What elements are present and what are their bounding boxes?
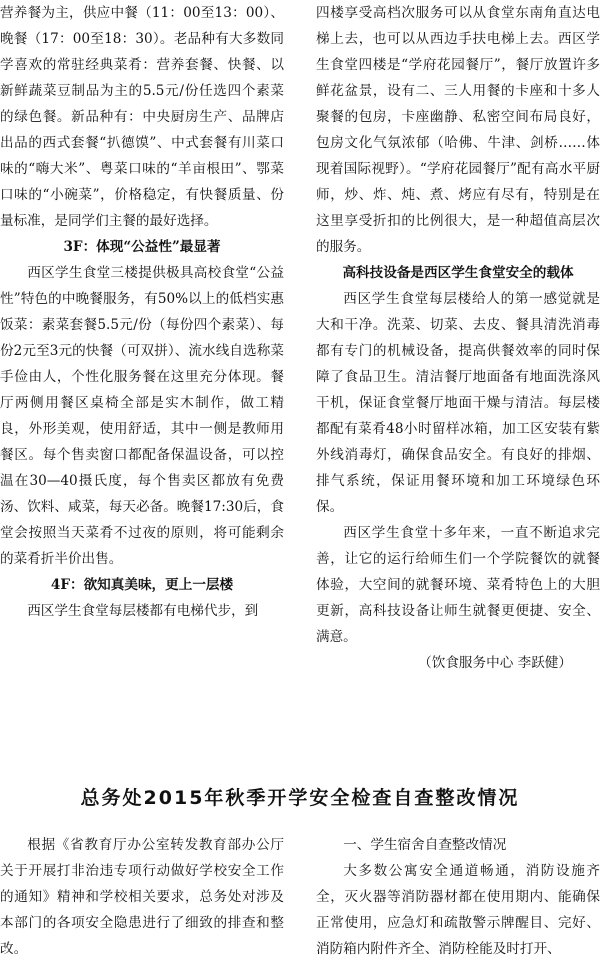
section-heading-equipment: 高科技设备是西区学生食堂安全的载体 — [342, 265, 574, 281]
author-signature: （饮食服务中心 李跃健） — [418, 655, 572, 671]
dormitory-section-heading: 一、学生宿舍自查整改情况 — [343, 837, 507, 853]
section-heading-4f: 4F：欲知真美味，更上一层楼 — [50, 577, 234, 593]
canteen-3f-paragraph: 西区学生食堂三楼提供极具高校食堂“公益性”特色的中晚餐服务，有50%以上的低档实惠饭菜：素菜套餐5.5元/份（每份四个素菜）、每份2元至3元的快餐（可双拼）、流水线自选称菜手俭由人，个性化服务餐在这里充分体现。餐厅两侧用餐区桌椅全部是实木制作，做工精良，外形美观，使用舒适，其中一侧是教师用餐区。每个售卖窗口都配备保温设备，可以控温在30—40摄氏度，每个售卖区都放有免费汤、饮料、咸菜，每天必备。晚餐17:30后，食堂会按照当天菜肴不过夜的原则，将可能剩余的菜肴折半价出售。 — [0, 265, 284, 567]
safety-intro-paragraph: 根据《省教育厅办公室转发教育部办公厅关于开展打非治违专项行动做好学校安全工作的通知》精神和学校相关要求，总务处对涉及本部门的各项安全隐患进行了细致的排查和整改。 — [0, 837, 284, 957]
summary-paragraph: 西区学生食堂十多年来，一直不断追求完善，让它的运行给师生们一个学院餐饮的就餐体验，大空间的就餐环境、菜肴特色上的大胆更新，高科技设备让师生就餐更便捷、安全、满意。 — [316, 525, 600, 645]
article1-right-column — [316, 0, 600, 676]
canteen-4f-paragraph-start: 西区学生食堂每层楼都有电梯代步，到 — [27, 603, 259, 619]
article2-headline: 总务处2015年秋季开学安全检查自查整改情况 — [80, 787, 520, 809]
canteen-2f-paragraph: 营养餐为主，供应中餐（11：00至13：00）、晚餐（17：00至18：30）。老品种有大多数同学喜欢的常驻经典菜肴：营养套餐、快餐、以新鲜蔬菜豆制品为主的5.5元/份任选四个素菜的绿色餐。新品种有：中央厨房生产、品牌店出品的西式套餐“扒德馍”、中式套餐有川菜口味的“嗨大米”、粤菜口味的“羊亩根田”、鄂菜口味的“小碗菜”，价格稳定，有快餐质量、份量标准，是同学们主餐的最好选择。 — [0, 5, 284, 229]
article2-right-column — [316, 832, 600, 962]
article1-left-column — [0, 0, 284, 624]
equipment-paragraph: 西区学生食堂每层楼给人的第一感觉就是大和干净。洗菜、切菜、去皮、餐具清洗消毒都有专门的机械设备，提高供餐效率的同时保障了食品卫生。清洁餐厅地面备有地面洗涤风干机，保证食堂餐厅地面干燥与清洁。每层楼都配有菜肴48小时留样冰箱，加工区安装有紫外线消毒灯，确保食品安全。有良好的排烟、排气系统，保证用餐环境和加工环境绿色环保。 — [316, 291, 600, 515]
section-heading-3f: 3F：体现“公益性”最显著 — [63, 239, 221, 255]
article2-left-column — [0, 832, 284, 962]
canteen-4f-paragraph-continued: 四楼享受高档次服务可以从食堂东南角直达电梯上去，也可以从西边手扶电梯上去。西区学生食堂四楼是“学府花园餐厅”，餐厅放置许多鲜花盆景，设有二、三人用餐的卡座和十多人聚餐的包房，卡座幽静、私密空间布局良好，包房文化气氛浓郁（哈佛、牛津、剑桥……体现着国际视野）。“学府花园餐厅”配有高水平厨师，炒、炸、炖、煮、烤应有尽有，特别是在这里享受折扣的比例很大，是一种超值高层次的服务。 — [316, 5, 600, 255]
dormitory-paragraph: 大多数公寓安全通道畅通，消防设施齐全，灭火器等消防器材都在使用期内、能确保正常使用，应急灯和疏散警示牌醒目、完好、消防箱内附件齐全、消防栓能及时打开、 — [316, 863, 600, 957]
